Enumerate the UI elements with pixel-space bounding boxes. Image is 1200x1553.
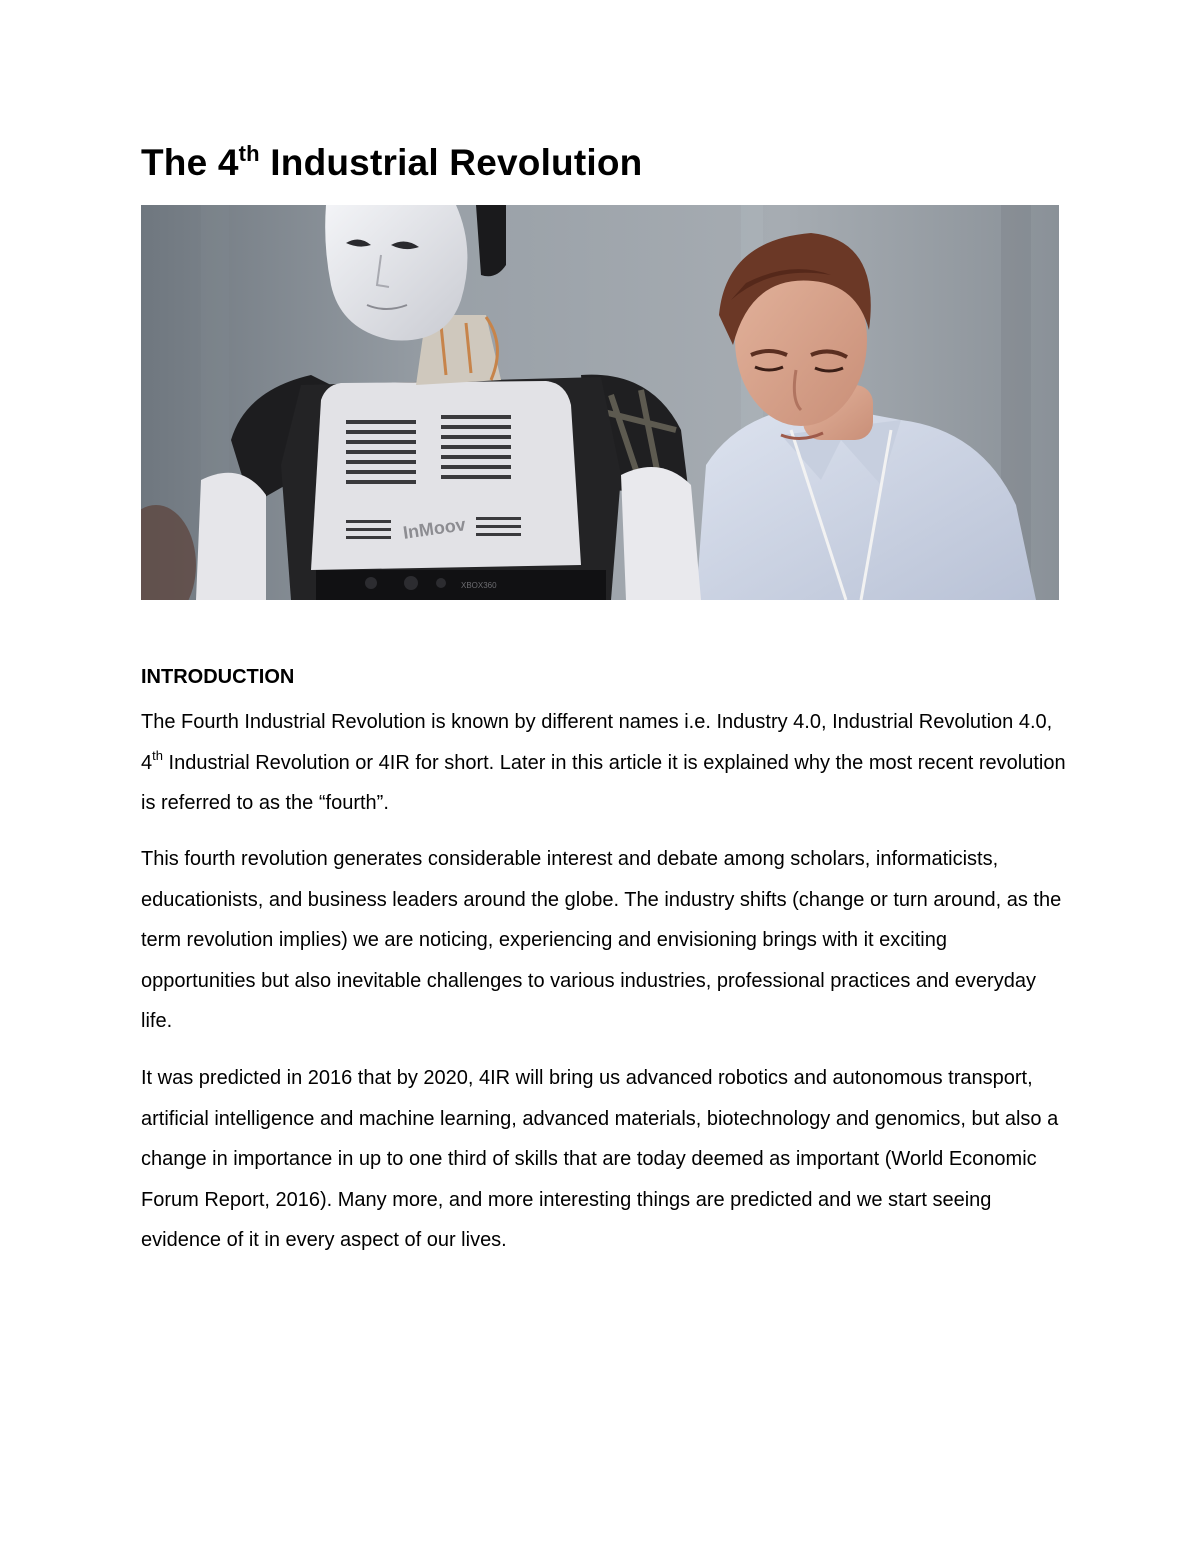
- intro-paragraph-3: It was predicted in 2016 that by 2020, 4IR will bring us advanced robotics and autonomous transport, artificial intelligence and machine learning, advanced materials, biotechnology and genomics, but also a change in importance in up to one third of skills that are today deemed as important (World Economic Forum Report, 2016). Many more, and more interesting things are predicted and we start seeing evidence of it in every aspect of our lives.: [141, 1067, 1059, 1251]
- intro-paragraph-1: [141, 702, 1066, 824]
- robot-left-arm: [196, 473, 266, 600]
- robot-right-arm: [621, 467, 701, 600]
- title-prefix: The 4: [141, 142, 239, 183]
- title-superscript: th: [238, 141, 260, 166]
- robot-sensor-dot: [404, 576, 418, 590]
- robot-sensor-dot: [365, 577, 377, 589]
- robot-sensor-dot: [436, 578, 446, 588]
- paragraph-1-part-2: Industrial Revolution or 4IR for short. Later in this article it is explained why the most recent revolution is referred to as the “fourth”.: [141, 751, 1066, 814]
- title-suffix: Industrial Revolution: [259, 142, 643, 183]
- paragraph-1-superscript: th: [152, 747, 163, 763]
- robot-brand-label: InMoov: [401, 514, 467, 543]
- introduction-heading: INTRODUCTION: [141, 666, 295, 688]
- photo-illustration: [141, 205, 1059, 600]
- page-title: [141, 138, 642, 188]
- robot-sensor-label: XBOX360: [461, 581, 497, 590]
- robot-and-man-photo: [141, 205, 1059, 600]
- paragraph-1-part-1: The Fourth Industrial Revolution is known by different names i.e. Industry 4.0, Industrial Revolution 4.0, 4: [141, 711, 1053, 774]
- intro-paragraph-2: This fourth revolution generates considerable interest and debate among scholars, informaticists, educationists, and business leaders around the globe. The industry shifts (change or turn around, as the term revolution implies) we are noticing, experiencing and envisioning brings with it exciting opportunities but also inevitable challenges to various industries, professional practices and everyday life.: [141, 848, 1062, 1032]
